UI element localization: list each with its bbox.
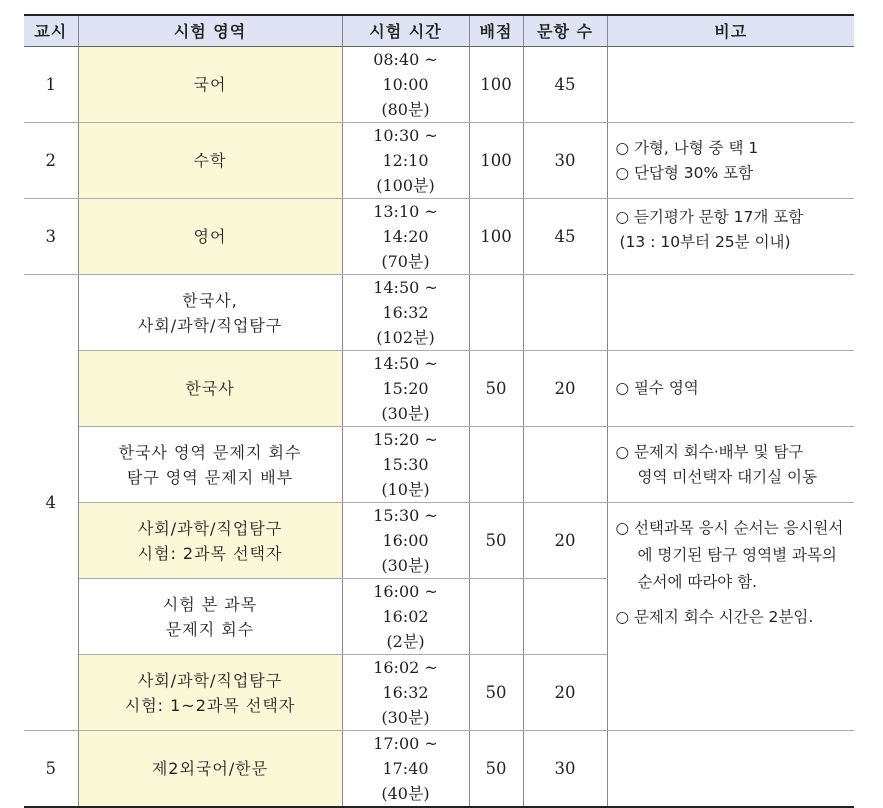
notes-cell bbox=[607, 503, 854, 731]
period-cell: 3 bbox=[24, 199, 78, 275]
area-line: 수학 bbox=[193, 151, 227, 170]
header-time: 시험 시간 bbox=[342, 15, 469, 47]
time-range: 16:00 ~ 16:02 bbox=[373, 582, 438, 626]
area-line: 제2외국어/한문 bbox=[151, 759, 269, 778]
items-cell bbox=[523, 579, 607, 655]
area-line: 시험: 1~2과목 선택자 bbox=[124, 695, 296, 715]
notes-cell bbox=[607, 47, 854, 123]
period-cell: 5 bbox=[24, 731, 78, 808]
time-cell bbox=[342, 351, 469, 427]
notes-cell bbox=[607, 275, 854, 351]
time-range: 08:40 ~ 10:00 bbox=[373, 50, 438, 94]
note-line: (13 : 10부터 25분 이내) bbox=[619, 233, 791, 251]
time-duration: (30분) bbox=[381, 708, 430, 727]
area-cell bbox=[78, 123, 342, 199]
note-line: ○ 문제지 회수 시간은 2분임. bbox=[615, 608, 814, 626]
area-line: 한국사 영역 문제지 회수 bbox=[118, 442, 302, 462]
area-line: 한국사, bbox=[182, 290, 238, 310]
items-cell: 45 bbox=[523, 47, 607, 123]
table-row bbox=[24, 123, 854, 199]
header-items: 문항 수 bbox=[523, 15, 607, 47]
note-line: ○ 가형, 나형 중 택 1 bbox=[615, 138, 759, 157]
area-cell bbox=[78, 351, 342, 427]
notes-cell bbox=[607, 427, 854, 503]
table-row bbox=[24, 47, 854, 123]
items-cell: 30 bbox=[523, 731, 607, 808]
header-area: 시험 영역 bbox=[78, 15, 342, 47]
note-line: 영역 미선택자 대기실 이동 bbox=[637, 467, 817, 486]
area-line: 시험 본 과목 bbox=[162, 594, 258, 614]
area-cell bbox=[78, 199, 342, 275]
time-range: 14:50 ~ 15:20 bbox=[373, 354, 438, 398]
note-line: ○ 선택과목 응시 순서는 응시원서에 명기된 탐구 영역별 과목의 순서에 따라야 함. bbox=[615, 519, 844, 591]
table-row bbox=[24, 731, 854, 808]
time-duration: (80분) bbox=[381, 100, 430, 119]
time-cell bbox=[342, 275, 469, 351]
area-line: 시험: 2과목 선택자 bbox=[137, 543, 283, 563]
header-notes: 비고 bbox=[607, 15, 854, 47]
time-cell bbox=[342, 731, 469, 808]
notes-cell bbox=[607, 199, 854, 275]
score-cell: 50 bbox=[469, 655, 523, 731]
area-cell bbox=[78, 503, 342, 579]
score-cell bbox=[469, 427, 523, 503]
time-range: 15:30 ~ 16:00 bbox=[373, 506, 438, 550]
items-cell: 20 bbox=[523, 655, 607, 731]
table-row bbox=[24, 351, 854, 427]
time-duration: (30분) bbox=[381, 556, 430, 575]
items-cell: 45 bbox=[523, 199, 607, 275]
time-range: 15:20 ~ 15:30 bbox=[373, 430, 438, 474]
area-line: 한국사 bbox=[185, 379, 235, 398]
notes-cell bbox=[607, 731, 854, 808]
area-line: 탐구 영역 문제지 배부 bbox=[126, 467, 294, 487]
area-line: 국어 bbox=[193, 75, 227, 94]
area-cell bbox=[78, 579, 342, 655]
time-duration: (30분) bbox=[381, 404, 430, 423]
time-range: 14:50 ~ 16:32 bbox=[373, 278, 438, 322]
time-cell bbox=[342, 199, 469, 275]
note-line: ○ 문제지 회수·배부 및 탐구 bbox=[615, 442, 804, 461]
note-line: ○ 필수 영역 bbox=[615, 379, 699, 397]
items-cell bbox=[523, 275, 607, 351]
time-duration: (10분) bbox=[381, 480, 430, 499]
area-line: 영어 bbox=[193, 227, 227, 246]
area-cell bbox=[78, 427, 342, 503]
period-cell: 2 bbox=[24, 123, 78, 199]
area-line: 사회/과학/직업탐구 bbox=[137, 518, 283, 538]
time-duration: (102분) bbox=[376, 328, 435, 347]
time-duration: (70분) bbox=[381, 252, 430, 271]
table-row bbox=[24, 275, 854, 351]
time-cell bbox=[342, 123, 469, 199]
area-cell bbox=[78, 47, 342, 123]
score-cell: 100 bbox=[469, 47, 523, 123]
table-row bbox=[24, 503, 854, 579]
area-cell bbox=[78, 655, 342, 731]
time-range: 17:00 ~ 17:40 bbox=[373, 734, 438, 778]
area-line: 사회/과학/직업탐구 bbox=[137, 315, 283, 335]
table-row bbox=[24, 427, 854, 503]
items-cell: 20 bbox=[523, 503, 607, 579]
score-cell: 50 bbox=[469, 731, 523, 808]
items-cell: 20 bbox=[523, 351, 607, 427]
time-range: 16:02 ~ 16:32 bbox=[373, 658, 438, 702]
header-score: 배점 bbox=[469, 15, 523, 47]
time-duration: (2분) bbox=[386, 632, 425, 651]
header-period: 교시 bbox=[24, 15, 78, 47]
time-duration: (40분) bbox=[381, 784, 430, 803]
score-cell bbox=[469, 579, 523, 655]
time-cell bbox=[342, 47, 469, 123]
time-cell bbox=[342, 579, 469, 655]
score-cell: 50 bbox=[469, 351, 523, 427]
header-row bbox=[24, 15, 854, 47]
time-cell bbox=[342, 655, 469, 731]
score-cell: 100 bbox=[469, 199, 523, 275]
area-cell bbox=[78, 731, 342, 808]
area-cell bbox=[78, 275, 342, 351]
time-duration: (100분) bbox=[376, 176, 435, 195]
items-cell: 30 bbox=[523, 123, 607, 199]
score-cell bbox=[469, 275, 523, 351]
time-cell bbox=[342, 427, 469, 503]
note-line: ○ 듣기평가 문항 17개 포함 bbox=[615, 208, 804, 226]
time-cell bbox=[342, 503, 469, 579]
exam-schedule-table bbox=[24, 14, 854, 808]
items-cell bbox=[523, 427, 607, 503]
time-range: 13:10 ~ 14:20 bbox=[373, 202, 438, 246]
notes-cell bbox=[607, 351, 854, 427]
note-line: ○ 단답형 30% 포함 bbox=[615, 163, 754, 182]
period-cell: 4 bbox=[24, 275, 78, 731]
period-cell: 1 bbox=[24, 47, 78, 123]
area-line: 사회/과학/직업탐구 bbox=[137, 670, 283, 690]
table-row bbox=[24, 199, 854, 275]
score-cell: 100 bbox=[469, 123, 523, 199]
time-range: 10:30 ~ 12:10 bbox=[373, 126, 438, 170]
notes-cell bbox=[607, 123, 854, 199]
score-cell: 50 bbox=[469, 503, 523, 579]
area-line: 문제지 회수 bbox=[165, 619, 255, 639]
